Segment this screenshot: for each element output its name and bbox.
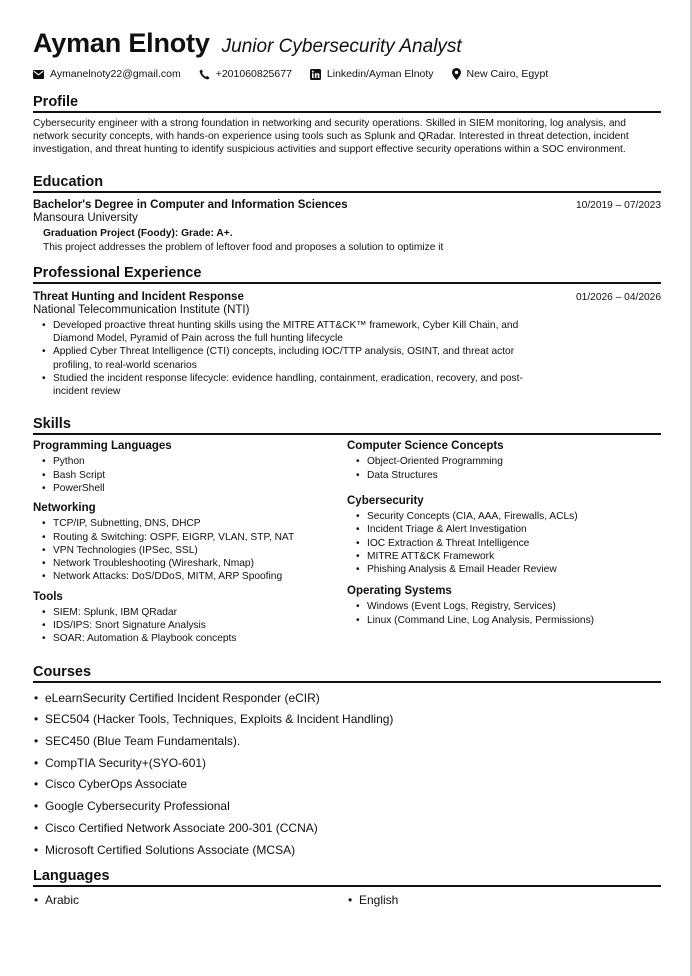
list-item: • Python bbox=[53, 455, 347, 468]
experience-heading: Professional Experience bbox=[33, 265, 661, 284]
list-item: • Applied Cyber Threat Intelligence (CTI) concepts, including IOC/TTP analysis, OSINT, and threat actor profiling, to real-world scenarios bbox=[53, 345, 523, 372]
education-dates: 10/2019 – 07/2023 bbox=[576, 199, 661, 211]
list-item: • Studied the incident response lifecycle: evidence handling, containment, eradication, recovery, and post-incident review bbox=[53, 372, 523, 399]
contact-bar bbox=[33, 68, 661, 80]
project-description: This project addresses the problem of leftover food and proposes a solution to optimize it bbox=[43, 241, 444, 253]
skill-group: Computer Science Concepts • Object-Oriented Programming • Data Structures bbox=[347, 439, 661, 482]
skill-group: Networking • TCP/IP, Subnetting, DNS, DHCP • Routing & Switching: OSPF, EIGRP, VLAN, STP, NAT • VPN Technologies (IPSec, SSL) • Network Troubleshooting (Wireshark, Nmap) • Network Attacks: DoS/DDoS, MITM, ARP Spoofing bbox=[33, 501, 347, 583]
list-item: • CompTIA Security+(SYO-601) bbox=[45, 753, 661, 775]
job-title: Junior Cybersecurity Analyst bbox=[221, 36, 462, 57]
linkedin-icon bbox=[310, 69, 321, 80]
profile-summary: Cybersecurity engineer with a strong foundation in networking and security operations. Skilled in SIEM monitoring, log analysis, and network security concepts, with hands-on experience using tools such as Splunk and QRadar. Interested in threat detection, incident investigation, and threat hunting to identify suspicious activities and support effective security operations within a SOC environment. bbox=[33, 118, 629, 156]
list-item: • Security Concepts (CIA, AAA, Firewalls, ACLs) bbox=[367, 510, 661, 523]
list-item: • Routing & Switching: OSPF, EIGRP, VLAN, STP, NAT bbox=[53, 531, 347, 544]
list-item: • Object-Oriented Programming bbox=[367, 455, 661, 468]
candidate-name: Ayman Elnoty bbox=[33, 28, 210, 58]
school-name: Mansoura University bbox=[33, 211, 138, 224]
list-item: • Network Attacks: DoS/DDoS, MITM, ARP Spoofing bbox=[53, 570, 347, 583]
list-item: • MITRE ATT&CK Framework bbox=[367, 550, 661, 563]
degree-title: Bachelor's Degree in Computer and Information Sciences bbox=[33, 198, 348, 211]
skill-group: Tools • SIEM: Splunk, IBM QRadar • IDS/IPS: Snort Signature Analysis • SOAR: Automation & Playbook concepts bbox=[33, 590, 347, 646]
skill-group: Cybersecurity • Security Concepts (CIA, AAA, Firewalls, ACLs) • Incident Triage & Alert Investigation • IOC Extraction & Threat Intelligence • MITRE ATT&CK Framework • Phishing Analysis & Email Header Review bbox=[347, 494, 661, 576]
list-item: • IDS/IPS: Snort Signature Analysis bbox=[53, 619, 347, 632]
education-section bbox=[33, 174, 661, 253]
skills-right-column bbox=[347, 439, 661, 651]
skill-group: Operating Systems • Windows (Event Logs, Registry, Services) • Linux (Command Line, Log Analysis, Permissions) bbox=[347, 584, 661, 627]
list-item: • SIEM: Splunk, IBM QRadar bbox=[53, 606, 347, 619]
contact-phone[interactable]: +201060825677 bbox=[199, 68, 292, 80]
list-item: • Windows (Event Logs, Registry, Services) bbox=[367, 600, 661, 613]
list-item: • SEC450 (Blue Team Fundamentals). bbox=[45, 731, 661, 753]
list-item: • Linux (Command Line, Log Analysis, Permissions) bbox=[367, 614, 661, 627]
organization-name: National Telecommunication Institute (NTI) bbox=[33, 303, 250, 316]
envelope-icon bbox=[33, 70, 44, 79]
list-item: • Arabic bbox=[33, 893, 347, 907]
languages-list bbox=[33, 893, 661, 907]
profile-section bbox=[33, 94, 661, 157]
list-item: • Google Cybersecurity Professional bbox=[45, 796, 661, 818]
list-item: • SOAR: Automation & Playbook concepts bbox=[53, 632, 347, 645]
list-item: • Network Troubleshooting (Wireshark, Nmap) bbox=[53, 557, 347, 570]
contact-email[interactable]: Aymanelnoty22@gmail.com bbox=[33, 68, 181, 80]
education-entry-head bbox=[33, 199, 661, 211]
courses-heading: Courses bbox=[33, 664, 661, 683]
list-item: • IOC Extraction & Threat Intelligence bbox=[367, 537, 661, 550]
skills-grid bbox=[33, 439, 661, 651]
skills-heading: Skills bbox=[33, 416, 661, 435]
courses-section bbox=[33, 664, 661, 862]
experience-entry-head bbox=[33, 291, 661, 303]
skill-group: Programming Languages • Python • Bash Script • PowerShell bbox=[33, 439, 347, 495]
contact-linkedin[interactable]: Linkedin/Ayman Elnoty bbox=[310, 68, 434, 80]
list-item: • Developed proactive threat hunting skills using the MITRE ATT&CK™ framework, Cyber Kill Chain, and Diamond Model, Pyramid of Pain across the full hunting lifecycle bbox=[53, 319, 523, 346]
skills-left-column bbox=[33, 439, 347, 651]
list-item: • TCP/IP, Subnetting, DNS, DHCP bbox=[53, 517, 347, 530]
skills-section bbox=[33, 416, 661, 651]
map-pin-icon bbox=[452, 68, 461, 80]
resume-page bbox=[33, 28, 661, 907]
project-title: Graduation Project (Foody): Grade: A+. bbox=[43, 227, 233, 239]
phone-icon bbox=[199, 69, 210, 80]
profile-heading: Profile bbox=[33, 94, 661, 113]
header bbox=[33, 28, 661, 59]
list-item: • PowerShell bbox=[53, 482, 347, 495]
experience-bullets bbox=[33, 319, 523, 399]
list-item: • Bash Script bbox=[53, 469, 347, 482]
experience-dates: 01/2026 – 04/2026 bbox=[576, 291, 661, 303]
list-item: • Incident Triage & Alert Investigation bbox=[367, 523, 661, 536]
list-item: • English bbox=[347, 893, 661, 907]
education-heading: Education bbox=[33, 174, 661, 193]
contact-location: New Cairo, Egypt bbox=[452, 68, 549, 80]
list-item: • eLearnSecurity Certified Incident Responder (eCIR) bbox=[45, 688, 661, 710]
list-item: • Phishing Analysis & Email Header Review bbox=[367, 563, 661, 576]
list-item: • Data Structures bbox=[367, 469, 661, 482]
courses-list bbox=[33, 688, 661, 862]
list-item: • Cisco CyberOps Associate bbox=[45, 774, 661, 796]
list-item: • Cisco Certified Network Associate 200-301 (CCNA) bbox=[45, 818, 661, 840]
list-item: • SEC504 (Hacker Tools, Techniques, Exploits & Incident Handling) bbox=[45, 709, 661, 731]
languages-section bbox=[33, 868, 661, 907]
languages-heading: Languages bbox=[33, 868, 661, 887]
role-title: Threat Hunting and Incident Response bbox=[33, 290, 244, 303]
experience-section bbox=[33, 265, 661, 399]
list-item: • VPN Technologies (IPSec, SSL) bbox=[53, 544, 347, 557]
list-item: • Microsoft Certified Solutions Associate (MCSA) bbox=[45, 840, 661, 862]
